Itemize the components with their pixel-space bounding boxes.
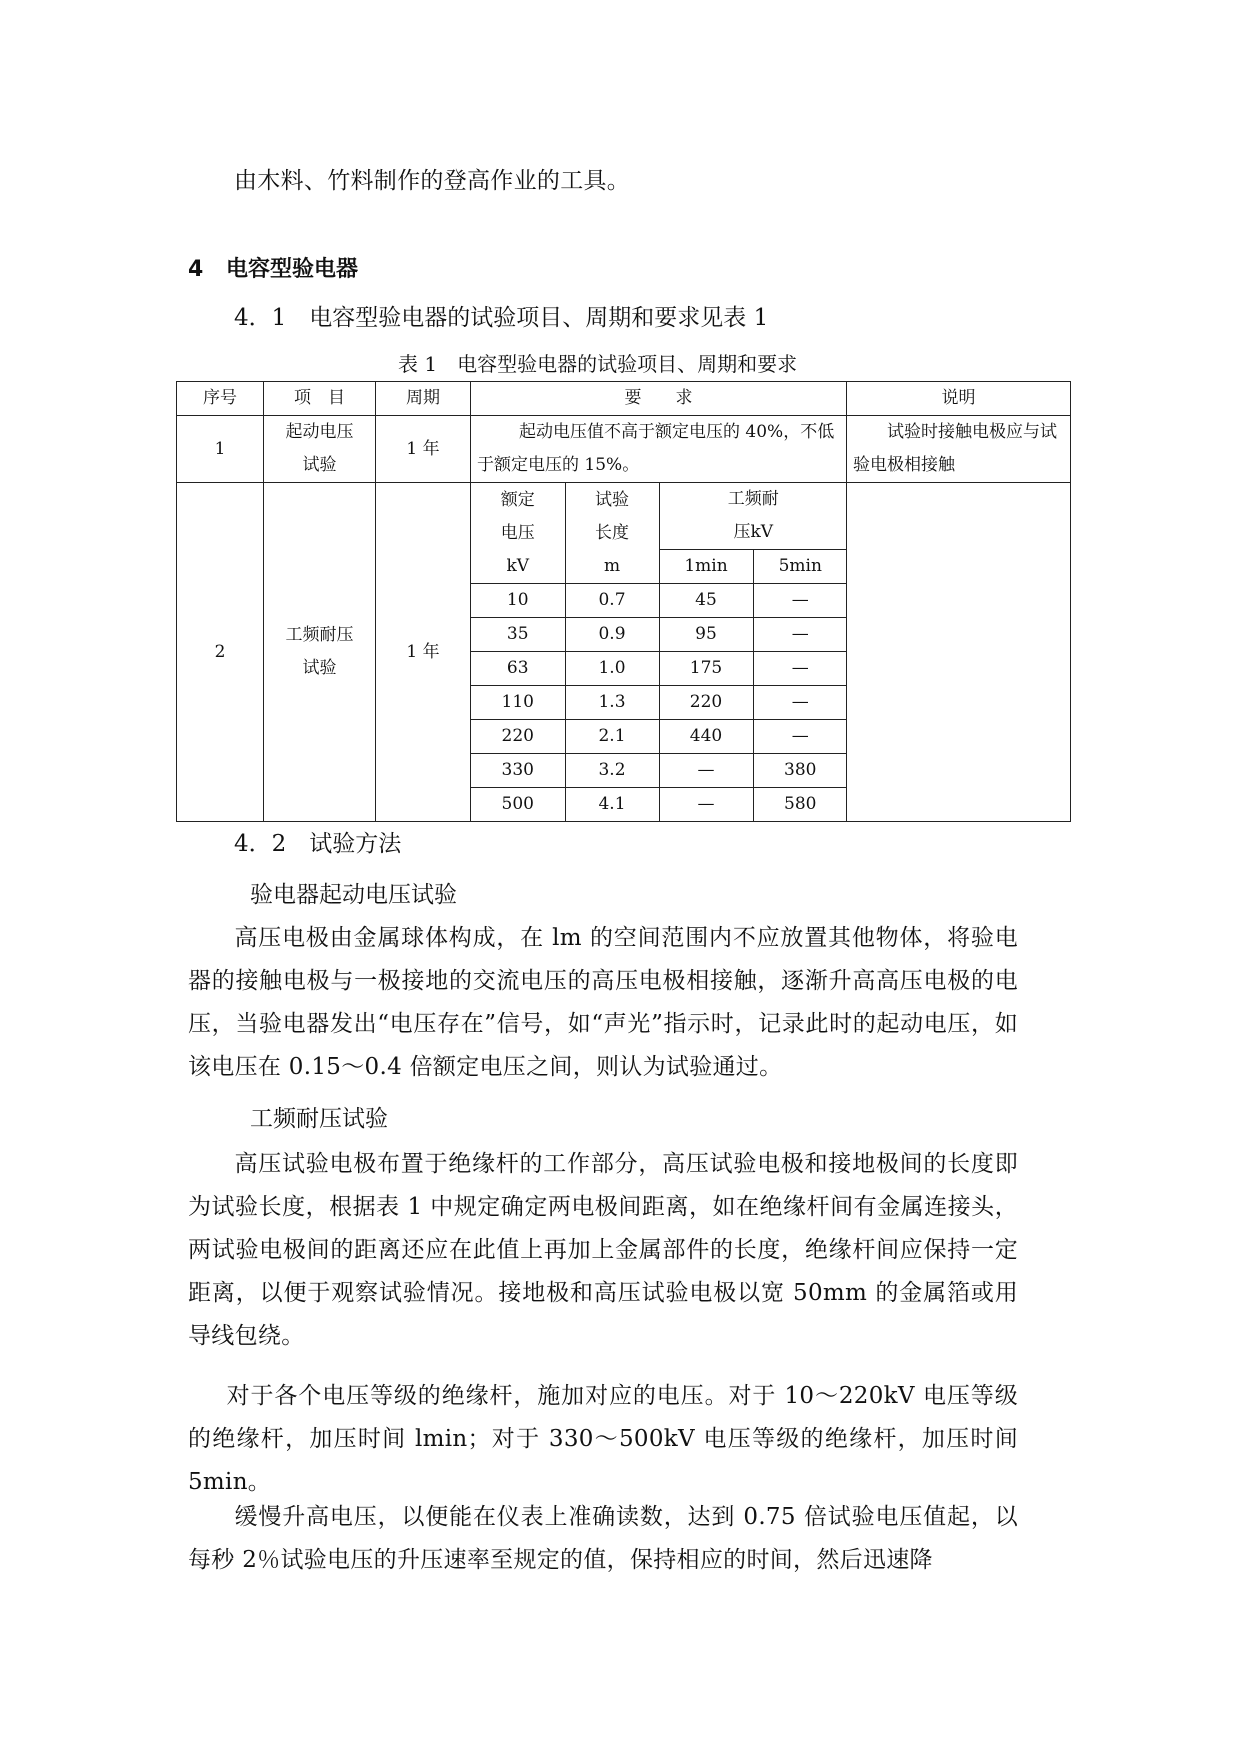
cell-1min: — bbox=[659, 754, 753, 788]
sub-header-withstand: 工频耐压kV bbox=[659, 483, 847, 550]
table-row bbox=[177, 483, 1071, 822]
table-row bbox=[471, 754, 847, 788]
row2-requirement bbox=[471, 483, 847, 822]
header-requirement: 要 求 bbox=[471, 382, 847, 416]
table-header-row bbox=[177, 382, 1071, 416]
withstand-test-title: 工频耐压试验 bbox=[250, 1106, 388, 1132]
cell-1min: 95 bbox=[659, 618, 753, 652]
cell-1min: 45 bbox=[659, 584, 753, 618]
subsection-4-1: 4．1 电容型验电器的试验项目、周期和要求见表 1 bbox=[234, 305, 769, 331]
table-caption: 表 1 电容型验电器的试验项目、周期和要求 bbox=[398, 352, 798, 376]
test-table bbox=[176, 381, 1071, 822]
cell-1min: 440 bbox=[659, 720, 753, 754]
sub-header-5min: 5min bbox=[753, 550, 847, 584]
header-period: 周期 bbox=[376, 382, 471, 416]
paragraph-electrode bbox=[188, 1143, 1018, 1358]
cell-voltage: 500 bbox=[471, 788, 565, 822]
row2-item: 工频耐压试验 bbox=[264, 483, 376, 822]
intro-text: 由木料、竹料制作的登高作业的工具。 bbox=[234, 168, 631, 194]
sub-header-length: 试验长度m bbox=[565, 483, 659, 584]
cell-5min: — bbox=[753, 720, 847, 754]
row1-item: 起动电压试验 bbox=[264, 416, 376, 483]
row1-no: 1 bbox=[177, 416, 264, 483]
paragraph-ramp bbox=[188, 1496, 1018, 1582]
section-number: 4 bbox=[188, 257, 204, 282]
withstand-subtable bbox=[471, 483, 847, 821]
cell-voltage: 63 bbox=[471, 652, 565, 686]
cell-length: 1.3 bbox=[565, 686, 659, 720]
sub-header-voltage: 额定电压kV bbox=[471, 483, 565, 584]
section-title: 电容型验电器 bbox=[226, 257, 359, 282]
cell-voltage: 10 bbox=[471, 584, 565, 618]
cell-5min: — bbox=[753, 584, 847, 618]
cell-length: 1.0 bbox=[565, 652, 659, 686]
paragraph-start-voltage bbox=[188, 917, 1018, 1089]
paragraph-voltage-levels bbox=[188, 1375, 1018, 1504]
header-item: 项 目 bbox=[264, 382, 376, 416]
cell-length: 2.1 bbox=[565, 720, 659, 754]
start-voltage-test-title: 验电器起动电压试验 bbox=[250, 882, 457, 908]
cell-length: 4.1 bbox=[565, 788, 659, 822]
subsection-4-2: 4．2 试验方法 bbox=[234, 831, 402, 857]
cell-5min: 580 bbox=[753, 788, 847, 822]
row1-note-text: 试验时接触电极应与试验电极相接触 bbox=[853, 422, 1057, 475]
row2-note bbox=[847, 483, 1071, 822]
row2-no: 2 bbox=[177, 483, 264, 822]
cell-1min: 175 bbox=[659, 652, 753, 686]
paragraph-start-voltage-text: 高压电极由金属球体构成，在 lm 的空间范围内不应放置其他物体，将验电器的接触电极与一极接地的交流电压的高压电极相接触，逐渐升高高压电极的电压，当验电器发出“电压存在”信号，如“声光”指示时，记录此时的起动电压，如该电压在 0.15～0.4 倍额定电压之间，则认为试验通过。 bbox=[188, 925, 1018, 1080]
row1-note bbox=[847, 416, 1071, 483]
cell-5min: — bbox=[753, 618, 847, 652]
cell-voltage: 35 bbox=[471, 618, 565, 652]
table-row bbox=[471, 652, 847, 686]
cell-5min: — bbox=[753, 652, 847, 686]
sub-header-1min: 1min bbox=[659, 550, 753, 584]
paragraph-electrode-text: 高压试验电极布置于绝缘杆的工作部分，高压试验电极和接地极间的长度即为试验长度，根据表 1 中规定确定两电极间距离，如在绝缘杆间有金属连接头，两试验电极间的距离还应在此值上再加上金属部件的长度，绝缘杆间应保持一定距离，以便于观察试验情况。接地极和高压试验电极以宽 50mm 的金属箔或用导线包绕。 bbox=[188, 1151, 1018, 1349]
row1-requirement-text: 起动电压值不高于额定电压的 40%，不低于额定电压的 15%。 bbox=[477, 422, 835, 475]
row1-period: 1 年 bbox=[376, 416, 471, 483]
cell-5min: — bbox=[753, 686, 847, 720]
cell-5min: 380 bbox=[753, 754, 847, 788]
paragraph-ramp-text: 缓慢升高电压，以便能在仪表上准确读数，达到 0.75 倍试验电压值起，以每秒 2％试验电压的升压速率至规定的值，保持相应的时间，然后迅速降 bbox=[188, 1504, 1018, 1573]
row1-requirement bbox=[471, 416, 847, 483]
paragraph-voltage-levels-text: 对于各个电压等级的绝缘杆，施加对应的电压。对于 10～220kV 电压等级的绝缘杆，加压时间 lmin；对于 330～500kV 电压等级的绝缘杆，加压时间 5min。 bbox=[188, 1383, 1018, 1495]
table-row bbox=[471, 584, 847, 618]
row2-period: 1 年 bbox=[376, 483, 471, 822]
intro-paragraph bbox=[188, 160, 1018, 203]
header-no: 序号 bbox=[177, 382, 264, 416]
cell-length: 0.7 bbox=[565, 584, 659, 618]
section-4-heading bbox=[188, 252, 358, 288]
table-row bbox=[471, 686, 847, 720]
cell-voltage: 220 bbox=[471, 720, 565, 754]
cell-1min: — bbox=[659, 788, 753, 822]
sub-header-row bbox=[471, 483, 847, 550]
cell-1min: 220 bbox=[659, 686, 753, 720]
cell-length: 3.2 bbox=[565, 754, 659, 788]
table-row bbox=[471, 618, 847, 652]
cell-length: 0.9 bbox=[565, 618, 659, 652]
table-row bbox=[471, 788, 847, 822]
header-note: 说明 bbox=[847, 382, 1071, 416]
cell-voltage: 330 bbox=[471, 754, 565, 788]
table-row bbox=[471, 720, 847, 754]
cell-voltage: 110 bbox=[471, 686, 565, 720]
table-row bbox=[177, 416, 1071, 483]
